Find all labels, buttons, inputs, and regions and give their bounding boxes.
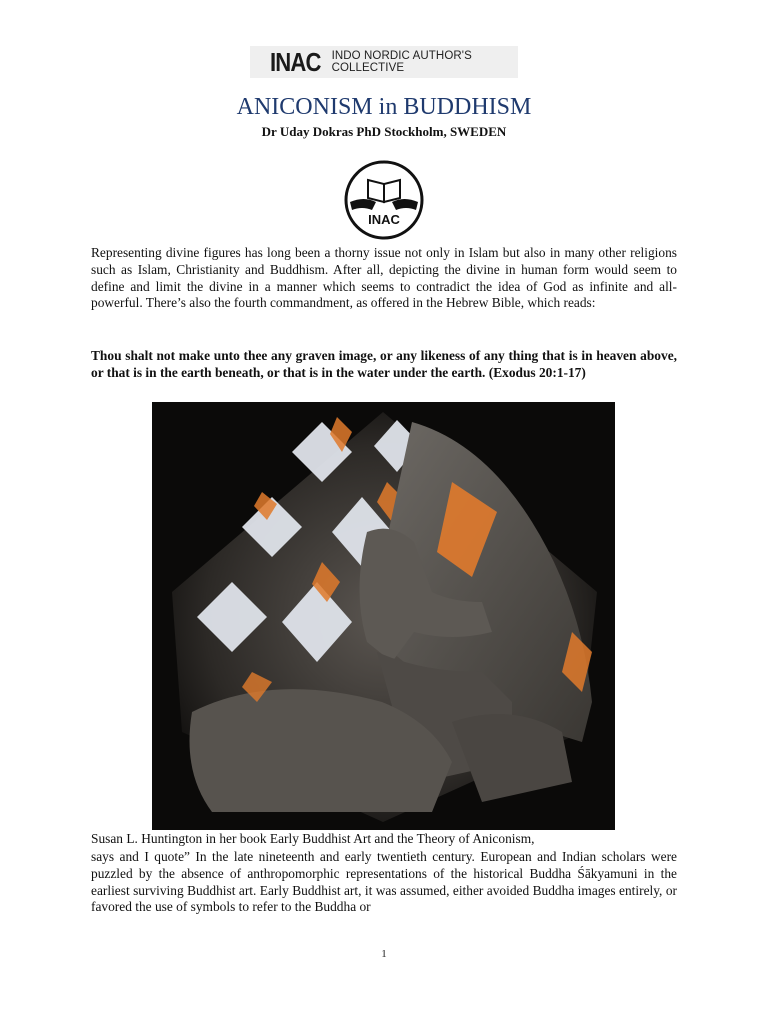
huntington-paragraph: says and I quote” In the late nineteenth and early twentieth century. European and Indian scholars were puzzled by the absence of anthropomorphic representations of the historical Buddha Śākyamuni in the earliest surviving Buddhist art. Early Buddhist art, it was assumed, either avoided Buddha images entirely, or favored the use of symbols to refer to the Buddha or	[91, 849, 677, 915]
document-title: ANICONISM in BUDDHISM	[236, 94, 532, 120]
header-banner	[250, 46, 518, 78]
banner-logo-mark: INAC	[270, 47, 321, 77]
author-line: Dr Uday Dokras PhD Stockholm, SWEDEN	[261, 124, 507, 139]
inac-emblem-icon	[344, 160, 424, 240]
caption-line: Susan L. Huntington in her book Early Buddhist Art and the Theory of Aniconism,	[91, 831, 535, 846]
exodus-quote: Thou shalt not make unto thee any graven image, or any likeness of any thing that is in heaven above, or that is in the earth beneath, or that is in the water under the earth. (Exodus 20:1-17)	[91, 348, 677, 380]
emblem-text: INAC	[368, 212, 400, 227]
banner-logo-text: INDO NORDIC AUTHOR'S COLLECTIVE	[331, 50, 472, 74]
page-number: 1	[381, 948, 387, 960]
buddha-statue-photo	[152, 402, 615, 830]
intro-paragraph: Representing divine figures has long been a thorny issue not only in Islam but also in many other religions such as Islam, Christianity and Buddhism. After all, depicting the divine in human form would seem to define and limit the divine in a manner which seems to contradict the idea of God as infinite and all-powerful. There’s also the fourth commandment, as offered in the Hebrew Bible, which reads:	[91, 245, 677, 311]
